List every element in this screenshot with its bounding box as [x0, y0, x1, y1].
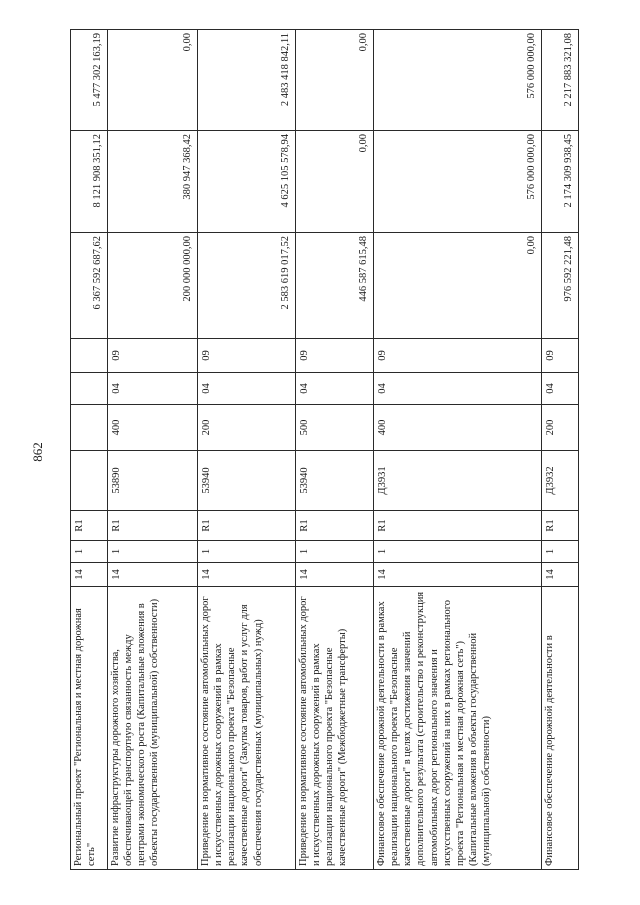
code-3: R1: [108, 511, 198, 541]
code-6: 04: [542, 373, 579, 405]
rotated-table: [70, 30, 578, 870]
code-4: 53890: [108, 451, 198, 511]
value-1: 6 367 592 687,62: [71, 233, 108, 339]
code-4: 53940: [198, 451, 296, 511]
code-7: 09: [542, 339, 579, 373]
code-7: 09: [374, 339, 542, 373]
row-description: Развитие инфраструктуры дорожного хозяйства, обеспечивающей транспортную связанность между центрами экономического роста (Капитальные вложения в объекты государственной (муниципальной) собственности): [108, 587, 198, 870]
code-5: 400: [108, 405, 198, 451]
code-5: [71, 405, 108, 451]
value-1: 976 592 221,48: [542, 233, 579, 339]
code-4: Д3931: [374, 451, 542, 511]
code-3: R1: [296, 511, 374, 541]
row-description: Финансовое обеспечение дорожной деятельности в: [542, 587, 579, 870]
code-7: 09: [198, 339, 296, 373]
code-6: [71, 373, 108, 405]
value-2: 380 947 368,42: [108, 131, 198, 233]
code-6: 04: [198, 373, 296, 405]
value-2: 2 174 309 938,45: [542, 131, 579, 233]
code-2: 1: [108, 541, 198, 563]
value-3: 2 217 883 321,08: [542, 30, 579, 131]
row-description: Приведение в нормативное состояние автомобильных дорог и искусственных дорожных сооружений в рамках реализации национального проекта "Безопасные качественные дороги" (Закупка товаров, работ и услуг для обеспечения государственных (муниципальных) нужд): [198, 587, 296, 870]
value-2: 4 625 105 578,94: [198, 131, 296, 233]
value-3: 5 477 302 163,19: [71, 30, 108, 131]
code-2: 1: [71, 541, 108, 563]
code-5: 400: [374, 405, 542, 451]
code-2: 1: [198, 541, 296, 563]
code-1: 14: [108, 563, 198, 587]
table-row: [374, 30, 542, 870]
budget-table: [70, 29, 579, 870]
code-3: R1: [198, 511, 296, 541]
code-7: 09: [296, 339, 374, 373]
code-5: 200: [198, 405, 296, 451]
code-4: 53940: [296, 451, 374, 511]
value-3: 2 483 418 842,11: [198, 30, 296, 131]
rotated-table-container: [70, 30, 578, 870]
table-row: [198, 30, 296, 870]
code-2: 1: [374, 541, 542, 563]
code-1: 14: [542, 563, 579, 587]
code-6: 04: [108, 373, 198, 405]
code-1: 14: [374, 563, 542, 587]
code-3: R1: [71, 511, 108, 541]
code-5: 500: [296, 405, 374, 451]
code-7: [71, 339, 108, 373]
value-1: 0,00: [374, 233, 542, 339]
code-1: 14: [198, 563, 296, 587]
code-2: 1: [296, 541, 374, 563]
page-number: 862: [30, 442, 45, 462]
code-3: R1: [542, 511, 579, 541]
table-row: [108, 30, 198, 870]
value-1: 2 583 619 017,52: [198, 233, 296, 339]
value-2: 8 121 908 351,12: [71, 131, 108, 233]
row-description: Региональный проект "Региональная и местная дорожная сеть": [71, 587, 108, 870]
code-4: Д3932: [542, 451, 579, 511]
value-1: 200 000 000,00: [108, 233, 198, 339]
row-description: Финансовое обеспечение дорожной деятельности в рамках реализации национального проекта "Безопасные качественные дороги" в целях достижения значений дополнительного результата (строительство и реконструкция автомобильных дорог регионального значения и искусственных сооружений на них в рамках регионального проекта "Региональная и местная дорожная сеть") (Капитальные вложения в объекты государственной (муниципальной) собственности): [374, 587, 542, 870]
code-2: 1: [542, 541, 579, 563]
table-row: [542, 30, 579, 870]
code-5: 200: [542, 405, 579, 451]
value-2: 576 000 000,00: [374, 131, 542, 233]
table-row: [71, 30, 108, 870]
value-3: 0,00: [296, 30, 374, 131]
code-1: 14: [296, 563, 374, 587]
code-3: R1: [374, 511, 542, 541]
code-7: 09: [108, 339, 198, 373]
table-row: [296, 30, 374, 870]
value-3: 576 000 000,00: [374, 30, 542, 131]
value-1: 446 587 615,48: [296, 233, 374, 339]
value-2: 0,00: [296, 131, 374, 233]
code-6: 04: [374, 373, 542, 405]
row-description: Приведение в нормативное состояние автомобильных дорог и искусственных дорожных сооружений в рамках реализации национального проекта "Безопасные качественные дороги" (Межбюджетные трансферты): [296, 587, 374, 870]
code-6: 04: [296, 373, 374, 405]
code-4: [71, 451, 108, 511]
code-1: 14: [71, 563, 108, 587]
value-3: 0,00: [108, 30, 198, 131]
